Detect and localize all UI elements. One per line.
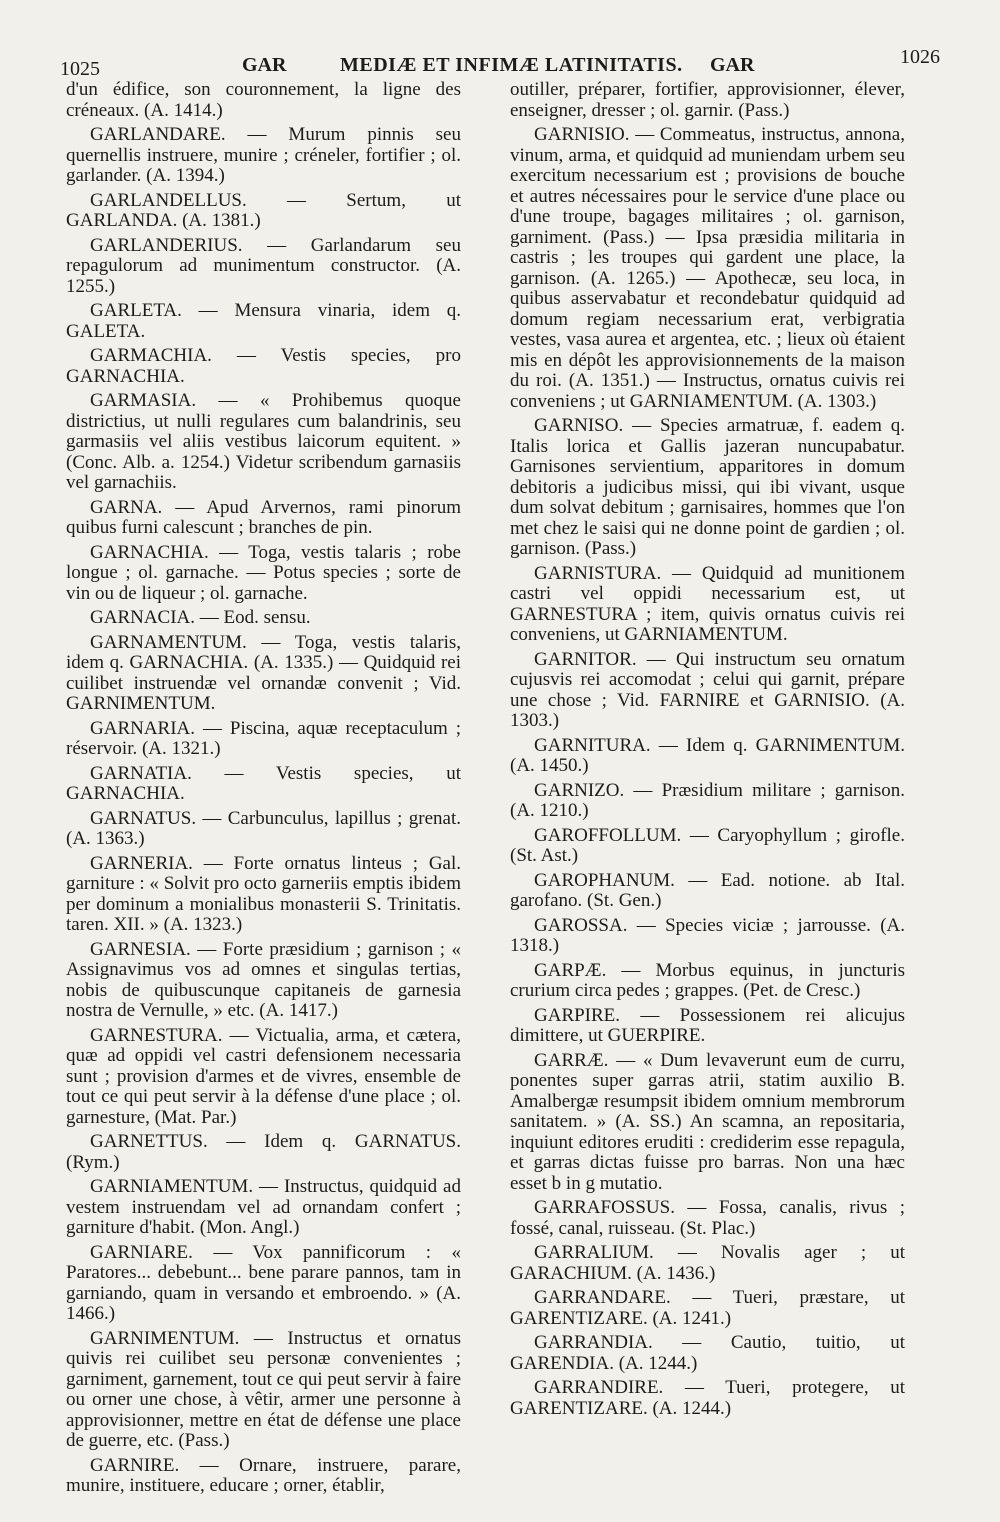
dictionary-entry: GAROPHANUM. — Ead. notione. ab Ital. garofano. (St. Gen.) [510,869,905,911]
dictionary-entry: GARRANDIA. — Cautio, tuitio, ut GARENDIA. (A. 1244.) [510,1332,905,1374]
dictionary-entry: GARNESTURA. — Victualia, arma, et cætera, quæ ad oppidi vel castri defensionem necessaria sunt ; provision d'armes et de vivres, ensemble de tout ce qui peut servir à la défense d'une place ; ol. garnesture, (Mat. Par.) [66,1024,461,1128]
left-column [66,80,461,1500]
dictionary-entry: GARNIRE. — Ornare, instruere, parare, munire, instituere, educare ; orner, établir, [66,1454,461,1496]
dictionary-entry: GARNESIA. — Forte præsidium ; garnison ; « Assignavimus vos ad omnes et singulas tertias, nobis de quibuscunque capitaneis de garnesia nostra de Vernulle, » etc. (A. 1417.) [66,938,461,1021]
dictionary-entry: GARNIMENTUM. — Instructus et ornatus quivis rei cuilibet seu personæ convenientes ; garniment, garnement, tout ce qui peut servir à faire ou orner une chose, à vêtir, armer une personne à approvisionner, mettre en état de défense une place de guerre, etc. (Pass.) [66,1327,461,1451]
dictionary-entry: GARRANDARE. — Tueri, præstare, ut GARENTIZARE. (A. 1241.) [510,1287,905,1329]
dictionary-entry: GAROSSA. — Species viciæ ; jarrousse. (A. 1318.) [510,914,905,956]
dictionary-entry: GARNISTURA. — Quidquid ad munitionem castri vel oppidi necessarium est, ut GARNESTURA ; item, quivis ornatus cuivis rei conveniens, ut GARNIAMENTUM. [510,562,905,645]
dictionary-entry: GARNATIA. — Vestis species, ut GARNACHIA. [66,762,461,804]
dictionary-entry: GARNITOR. — Qui instructum seu ornatum cujusvis rei accomodat ; celui qui garnit, prépare une chose ; Vid. FARNIRE et GARNISIO. (A. 1303.) [510,648,905,731]
dictionary-entry: GARNITURA. — Idem q. GARNIMENTUM. (A. 1450.) [510,734,905,776]
dictionary-entry: GARNA. — Apud Arvernos, rami pinorum quibus furni calescunt ; branches de pin. [66,496,461,538]
dictionary-entry: outiller, préparer, fortifier, approvisionner, élever, enseigner, dresser ; ol. garnir. (Pass.) [510,80,905,121]
dictionary-entry: GARNIARE. — Vox pannificorum : « Paratores... debebunt... bene parare pannos, tam in garniando, quam in versando et embroendo. » (A. 1466.) [66,1241,461,1324]
dictionary-entry: GAROFFOLLUM. — Caryophyllum ; girofle. (St. Ast.) [510,824,905,866]
dictionary-entry: GARLETA. — Mensura vinaria, idem q. GALETA. [66,300,461,342]
dictionary-entry: GARRÆ. — « Dum levaverunt eum de curru, ponentes super garras atrii, statim auxilio B. Amalbergæ resumpsit ibidem omnium membrorum sanitatem. » (A. SS.) An scamna, an repositaria, inquiunt editores eruditi : crediderim esse repagula, et garras dictas fuisse pro barras. Non una hæc esset b in g mutatio. [510,1049,905,1194]
dictionary-entry: GARPÆ. — Morbus equinus, in juncturis crurium circa pedes ; grappes. (Pet. de Cresc.) [510,959,905,1001]
dictionary-entry: GARNETTUS. — Idem q. GARNATUS. (Rym.) [66,1131,461,1173]
dictionary-entry: GARNACIA. — Eod. sensu. [90,607,311,628]
dictionary-entry: GARNAMENTUM. — Toga, vestis talaris, idem q. GARNACHIA. (A. 1335.) — Quidquid rei cuilibet instruendæ vel ornandæ convenit ; Vid. GARNIMENTUM. [66,631,461,714]
dictionary-entry: GARMASIA. — « Prohibemus quoque districtius, ut nulli regulares cum balandrinis, seu garmasiis vel aliis vestibus laicorum equitent. » (Conc. Alb. a. 1254.) Videtur scribendum garnasiis vel garnachiis. [66,390,461,493]
left-guide-word: GAR [242,54,287,76]
dictionary-entry: GARLANDARE. — Murum pinnis seu quernellis instruere, munire ; créneler, fortifier ; ol. garlander. (A. 1394.) [66,124,461,186]
right-page-number: 1026 [900,46,940,68]
dictionary-entry: GARNISO. — Species armatruæ, f. eadem q. Italis lorica et Gallis jazeran nuncupabatur. Garnisones servientium, apparitores in domum debitoris a judicibus missi, qui ibi vivant, usque dum solvat debitum ; garnisaires, hommes que l'on met chez le saisi qui ne donne point de gardien ; ol. garnison. (Pass.) [510,415,905,559]
dictionary-entry: GARNATUS. — Carbunculus, lapillus ; grenat. (A. 1363.) [66,807,461,849]
dictionary-entry: GARRAFOSSUS. — Fossa, canalis, rivus ; fossé, canal, ruisseau. (St. Plac.) [510,1197,905,1239]
dictionary-entry: GARLANDERIUS. — Garlandarum seu repagulorum ad munimentum constructor. (A. 1255.) [66,234,461,297]
dictionary-entry: GARNARIA. — Piscina, aquæ receptaculum ; réservoir. (A. 1321.) [66,717,461,759]
dictionary-entry: GARPIRE. — Possessionem rei alicujus dimittere, ut GUERPIRE. [510,1004,905,1046]
dictionary-entry: d'un édifice, son couronnement, la ligne des créneaux. (A. 1414.) [66,80,461,121]
dictionary-entry: GARNACHIA. — Toga, vestis talaris ; robe longue ; ol. garnache. — Potus species ; sorte de vin ou de liqueur ; ol. garnache. [66,541,461,604]
dictionary-entry: GARNISIO. — Commeatus, instructus, annona, vinum, arma, et quidquid ad muniendam urbem seu exercitum necessarium est ; provisions de bouche et autres nécessaires pour le service d'une place ou d'une troupe, bagages militaires ; ol. garnison, garniment. (Pass.) — Ipsa præsidia militaria in castris ; les troupes qui gardent une place, la garnison. (A. 1265.) — Apothecæ, seu loca, in quibus asservabatur et recondebatur quidquid ad domum regiam necessarium erat, verbigratia vestes, vasa aurea et argentea, etc. ; lieux où étaient mis en dépôt les approvisionnements de la maison du roi. (A. 1351.) — Instructus, ornatus cuivis rei conveniens ; ut GARNIAMENTUM. (A. 1303.) [510,124,905,412]
dictionary-entry: GARLANDELLUS. — Sertum, ut GARLANDA. (A. 1381.) [66,189,461,231]
right-guide-word: GAR [710,54,755,76]
dictionary-entry: GARNIAMENTUM. — Instructus, quidquid ad vestem instruendam vel ad ornandam confert ; garniture d'habit. (Mon. Angl.) [66,1176,461,1238]
left-page-number: 1025 [60,58,100,80]
dictionary-entry: GARRANDIRE. — Tueri, protegere, ut GARENTIZARE. (A. 1244.) [510,1377,905,1419]
dictionary-entry: GARNERIA. — Forte ornatus linteus ; Gal. garniture : « Solvit pro octo garneriis emptis ibidem per dominum a monialibus monasterii S. Trinitatis. taren. XII. » (A. 1323.) [66,852,461,935]
dictionary-entry: GARNIZO. — Præsidium militare ; garnison. (A. 1210.) [510,779,905,821]
dictionary-entry: GARRALIUM. — Novalis ager ; ut GARACHIUM. (A. 1436.) [510,1242,905,1284]
dictionary-entry: GARMACHIA. — Vestis species, pro GARNACHIA. [66,345,461,387]
header-title: MEDIÆ ET INFIMÆ LATINITATIS. [340,54,683,76]
right-column [510,80,905,1500]
